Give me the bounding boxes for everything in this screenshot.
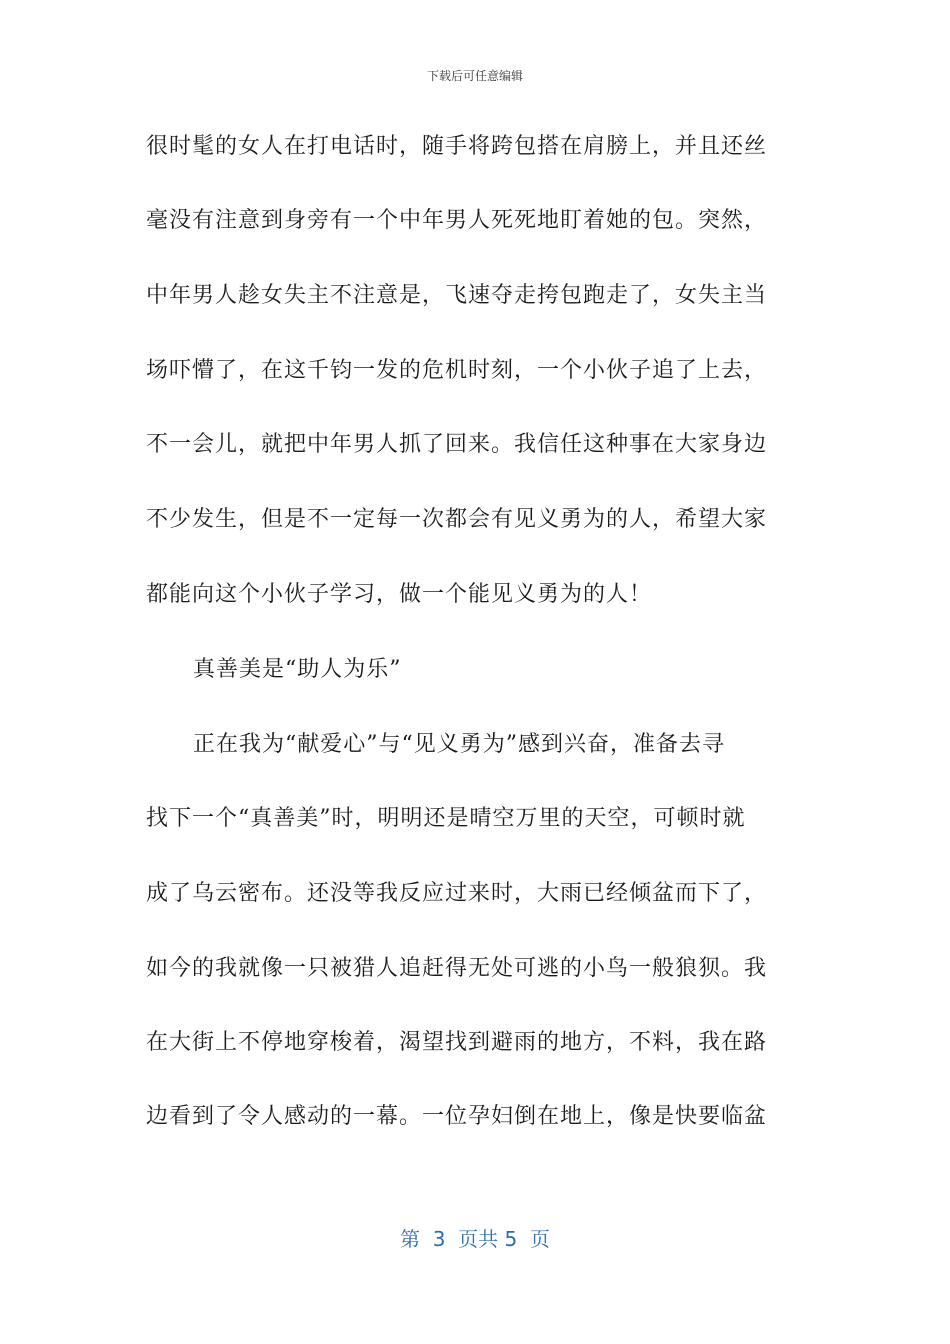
text-line: 很时髦的女人在打电话时，随手将跨包搭在肩膀上，并且还丝 bbox=[146, 134, 768, 159]
text-line: 都能向这个小伙子学习，做一个能见义勇为的人！ bbox=[146, 582, 653, 607]
text-line: 不一会儿，就把中年男人抓了回来。我信任这种事在大家身边 bbox=[146, 432, 768, 457]
text-line: 中年男人趁女失主不注意是，飞速夺走挎包跑走了，女失主当 bbox=[146, 283, 768, 308]
page-header: 下载后可任意编辑 bbox=[426, 69, 523, 83]
text-line: 毫没有注意到身旁有一个中年男人死死地盯着她的包。突然， bbox=[146, 208, 768, 233]
text-line: 场吓懵了，在这千钧一发的危机时刻，一个小伙子追了上去， bbox=[146, 358, 768, 383]
page-number-footer: 第 3 页共 5 页 bbox=[400, 1227, 550, 1251]
text-line: 边看到了令人感动的一幕。一位孕妇倒在地上，像是快要临盆 bbox=[146, 1104, 768, 1129]
text-line: 在大街上不停地穿梭着，渴望找到避雨的地方，不料，我在路 bbox=[146, 1030, 768, 1055]
section-heading: 真善美是“助人为乐” bbox=[193, 657, 402, 682]
text-line: 找下一个“真善美”时，明明还是晴空万里的天空，可顿时就 bbox=[146, 806, 746, 831]
text-line: 正在我为“献爱心”与“见义勇为”感到兴奋，准备去寻 bbox=[193, 732, 725, 757]
text-line: 如今的我就像一只被猎人追赶得无处可逃的小鸟一般狼狈。我 bbox=[146, 956, 768, 981]
text-line: 不少发生，但是不一定每一次都会有见义勇为的人，希望大家 bbox=[146, 507, 768, 532]
text-line: 成了乌云密布。还没等我反应过来时，大雨已经倾盆而下了， bbox=[146, 881, 768, 906]
